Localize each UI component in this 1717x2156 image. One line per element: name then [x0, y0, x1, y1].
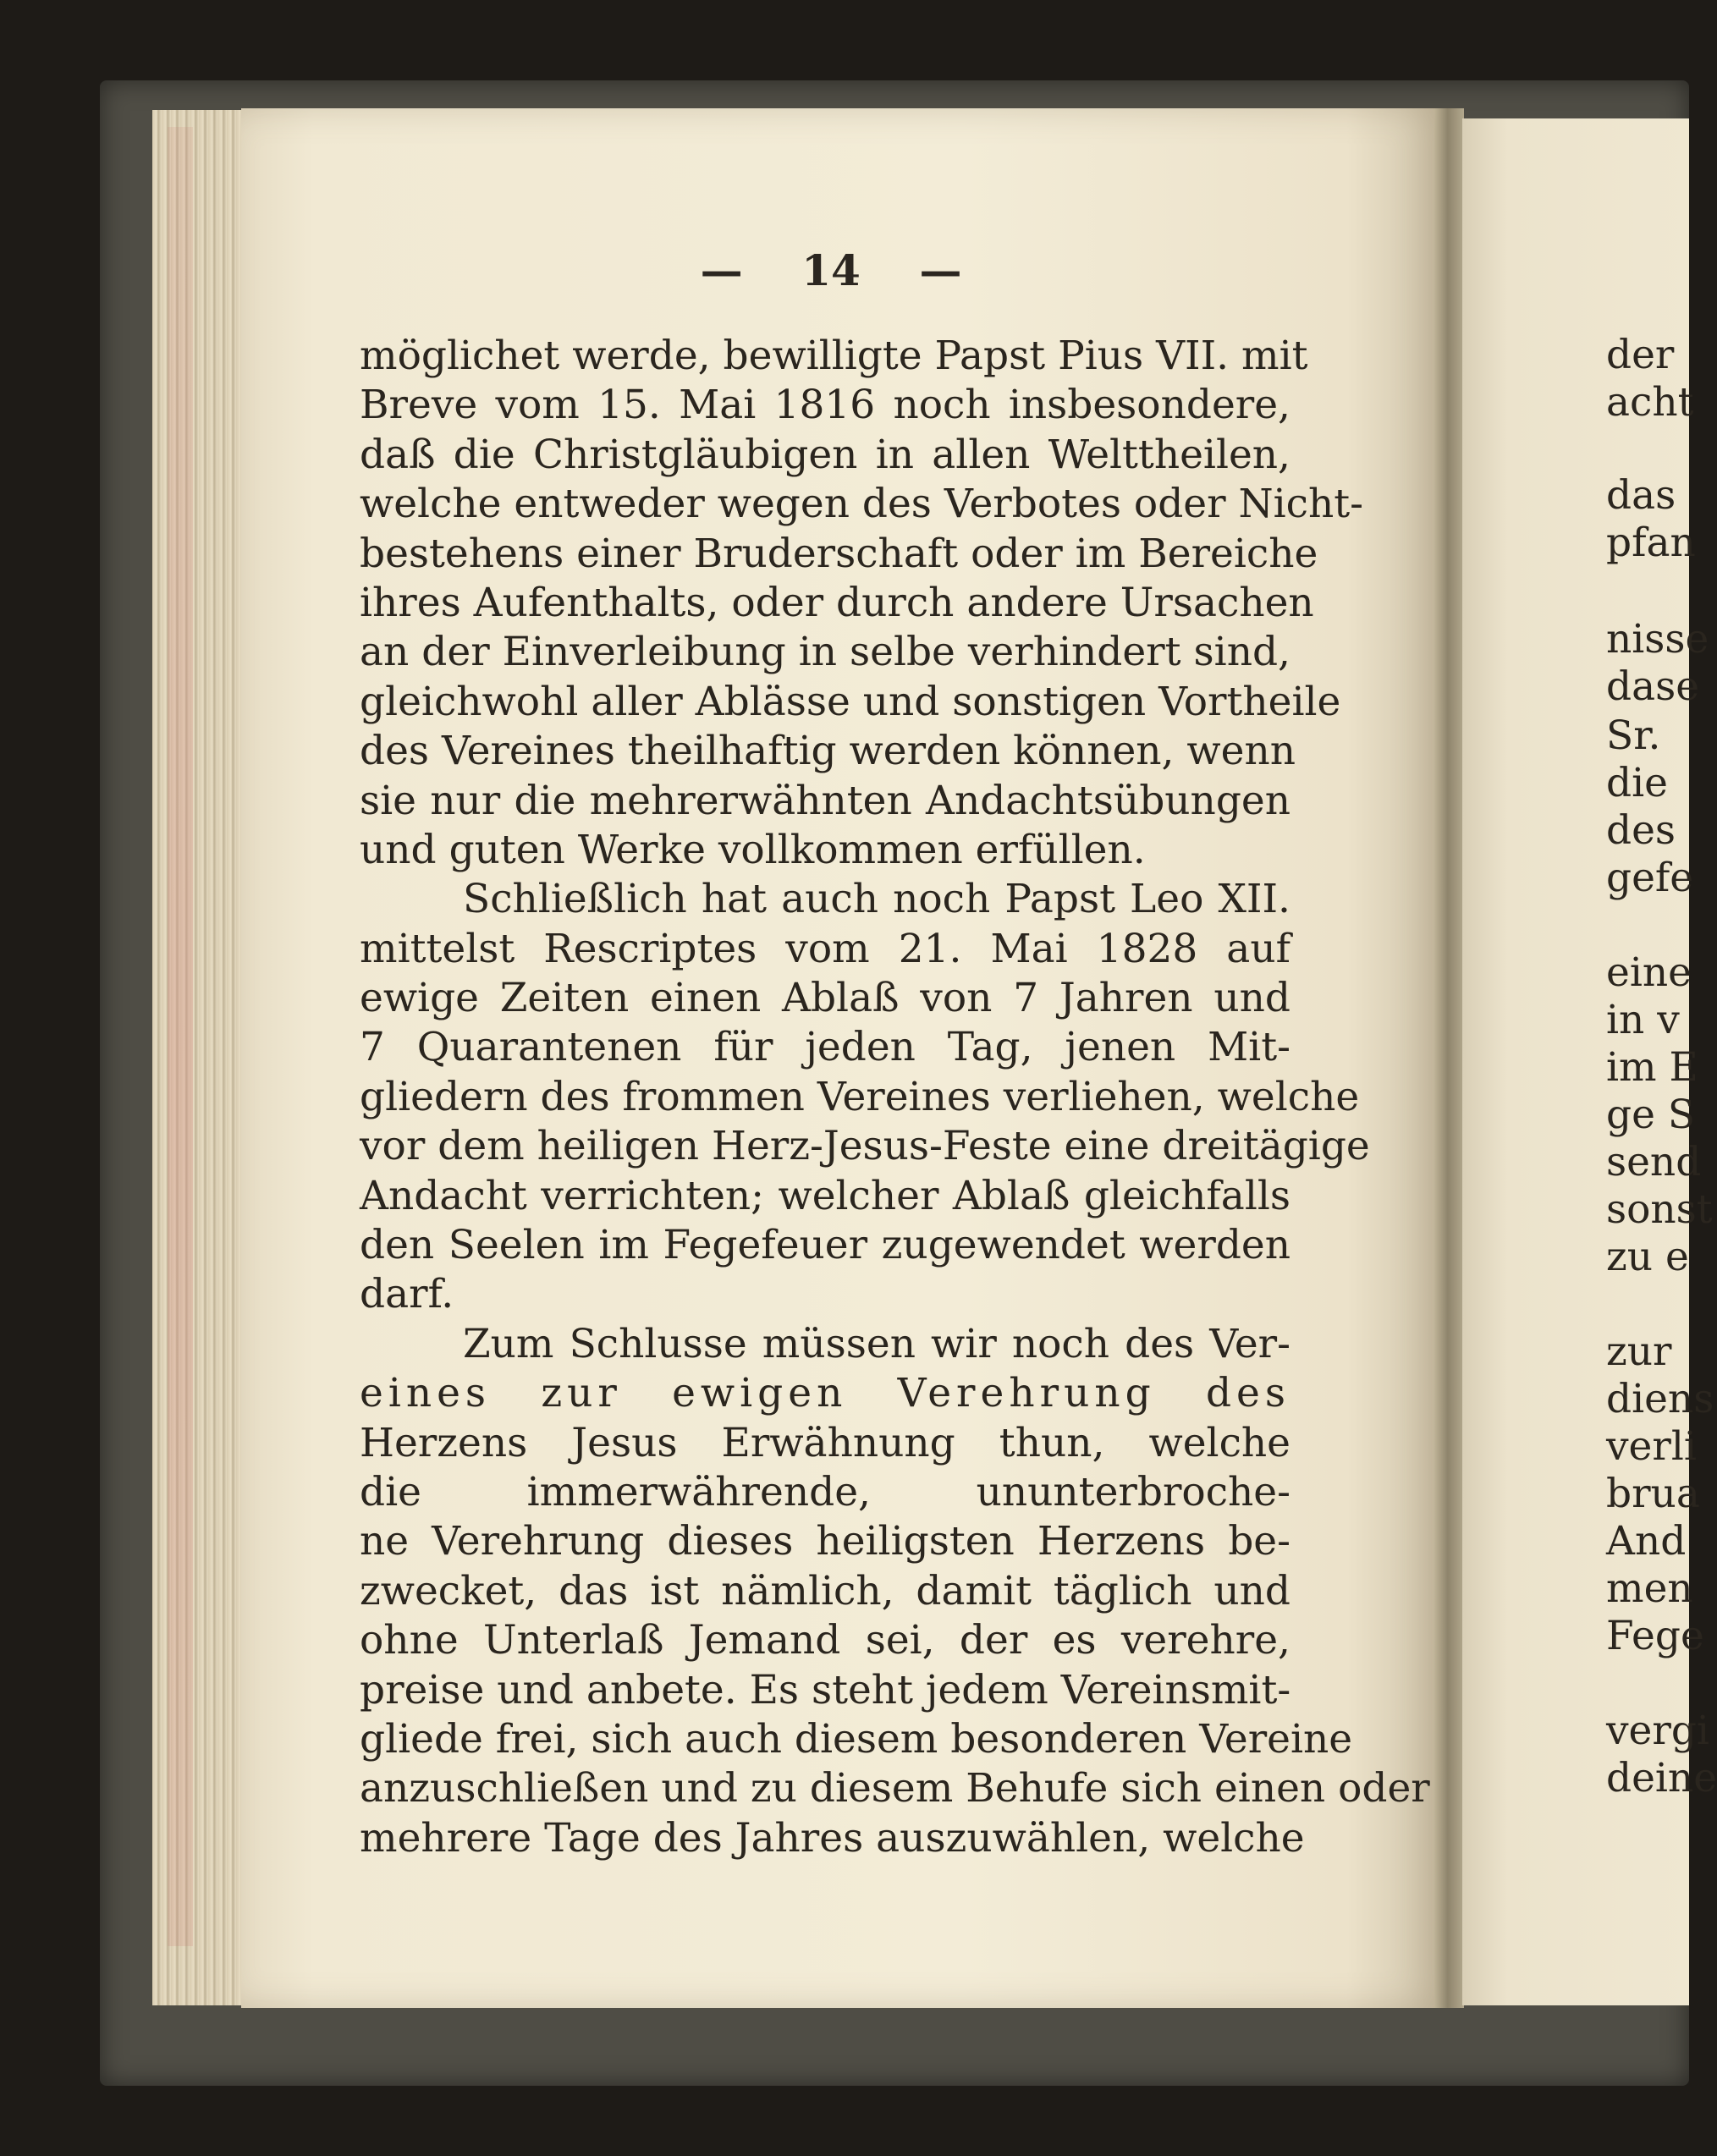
right-page-line: And: [1606, 1518, 1687, 1565]
right-page-line: des: [1606, 807, 1676, 854]
page-number-suffix: —: [919, 245, 962, 295]
right-page-line: eine: [1606, 949, 1692, 996]
text-line: ohne Unterlaß Jemand sei, der es verehre,: [360, 1617, 1291, 1664]
text-line: an der Einverleibung in selbe verhindert sind,: [360, 629, 1291, 676]
right-page-line: diens: [1606, 1376, 1714, 1422]
right-page-line: im E: [1606, 1044, 1698, 1091]
text-line: anzuschließen und zu diesem Behufe sich einen oder: [360, 1765, 1430, 1812]
book-gutter: [1434, 108, 1464, 2008]
text-line: mehrere Tage des Jahres auszuwählen, welche: [360, 1814, 1305, 1862]
right-page-line: acht: [1606, 379, 1694, 426]
text-line: Breve vom 15. Mai 1816 noch insbesondere,: [360, 382, 1291, 429]
text-line: darf.: [360, 1271, 454, 1318]
right-page-line: men: [1606, 1565, 1693, 1612]
right-page-line: Fege: [1606, 1613, 1704, 1659]
text-line: Andacht verrichten; welcher Ablaß gleichfalls: [360, 1172, 1291, 1219]
right-page-line: nisse: [1606, 616, 1709, 663]
page-number-prefix: —: [700, 245, 743, 295]
page-number-value: 14: [801, 245, 861, 295]
text-line: des Vereines theilhaftig werden können, wenn: [360, 728, 1296, 775]
text-line: Schließlich hat auch noch Papst Leo XII.: [463, 876, 1291, 923]
text-line: preise und anbete. Es steht jedem Vereinsmit-: [360, 1666, 1291, 1713]
right-page-line: sonst: [1606, 1186, 1713, 1233]
text-line: gliedern des frommen Vereines verliehen, welche: [360, 1073, 1360, 1120]
right-page-line: zu e: [1606, 1234, 1689, 1280]
text-line: ne Verehrung dieses heiligsten Herzens be-: [360, 1518, 1291, 1565]
right-page-line: Sr.: [1606, 712, 1661, 759]
right-page-line: gefe: [1606, 855, 1694, 901]
text-line: Herzens Jesus Erwähnung thun, welche: [360, 1419, 1291, 1466]
right-page-line: vergi: [1606, 1708, 1709, 1754]
right-page-line: brua: [1606, 1471, 1700, 1517]
text-line: welche entweder wegen des Verbotes oder Nicht-: [360, 481, 1364, 528]
right-page-line: verli: [1606, 1423, 1697, 1470]
text-line: ewige Zeiten einen Ablaß von 7 Jahren und: [360, 975, 1291, 1022]
right-page-line: zur: [1606, 1328, 1672, 1375]
right-page-line: die: [1606, 760, 1668, 806]
text-line: daß die Christgläubigen in allen Welttheilen,: [360, 431, 1291, 478]
text-line: den Seelen im Fegefeuer zugewendet werden: [360, 1222, 1291, 1269]
right-page-line: der: [1606, 332, 1675, 378]
right-page-line: ge S: [1606, 1092, 1696, 1138]
right-page-line: deine: [1606, 1755, 1717, 1801]
text-line: mittelst Rescriptes vom 21. Mai 1828 auf: [360, 925, 1291, 972]
text-line: Zum Schlusse müssen wir noch des Ver-: [463, 1320, 1291, 1367]
right-page-line: send: [1606, 1139, 1702, 1185]
text-line: gliede frei, sich auch diesem besonderen Vereine: [360, 1715, 1353, 1763]
text-line: und guten Werke vollkommen erfüllen.: [360, 826, 1146, 873]
right-page-line: das: [1606, 472, 1676, 519]
text-line: möglichet werde, bewilligte Papst Pius VII. mit: [360, 333, 1308, 379]
body-text: [360, 332, 1430, 1863]
text-line: bestehens einer Bruderschaft oder im Bereiche: [360, 530, 1318, 577]
text-line: zwecket, das ist nämlich, damit täglich und: [360, 1567, 1291, 1614]
text-line: vor dem heiligen Herz-Jesus-Feste eine dreitägige: [360, 1123, 1370, 1170]
text-line: sie nur die mehrerwähnten Andachtsübungen: [360, 777, 1291, 824]
text-line: die immerwährende, ununterbroche-: [360, 1468, 1291, 1515]
text-line: 7 Quarantenen für jeden Tag, jenen Mit-: [360, 1024, 1291, 1071]
right-page-line: in v: [1606, 997, 1680, 1043]
text-line: ihres Aufenthalts, oder durch andere Ursachen: [360, 579, 1314, 626]
text-line: eines zur ewigen Verehrung des: [360, 1370, 1291, 1417]
right-page-line: dase: [1606, 663, 1700, 710]
text-line: gleichwohl aller Ablässe und sonstigen Vortheile: [360, 678, 1341, 725]
right-page-line: pfan: [1606, 520, 1696, 566]
page-edge-tint: [168, 127, 193, 1946]
page-number: [0, 245, 1689, 295]
